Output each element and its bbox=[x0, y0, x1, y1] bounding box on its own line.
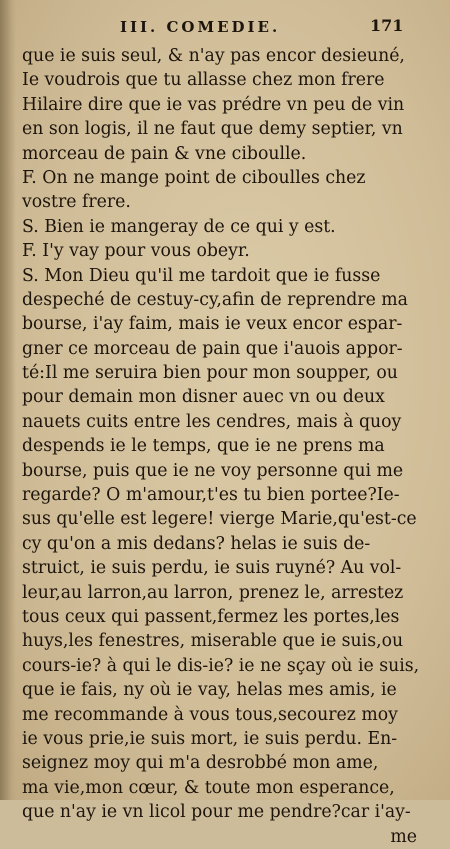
text-line: me recommande à vous tous,secourez moy bbox=[22, 704, 398, 725]
text-line: seignez moy qui m'a desrobbé mon ame, bbox=[22, 753, 379, 774]
text-line: bourse, puis que ie ne voy personne qui me bbox=[22, 460, 404, 481]
text-line: que ie fais, ny où ie vay, helas mes amis, ie bbox=[22, 680, 397, 701]
text-line: struict, ie suis perdu, ie suis ruyné? Au vol- bbox=[22, 558, 402, 579]
text-line: cours-ie? à qui le dis-ie? ie ne sçay où ie suis, bbox=[22, 655, 420, 676]
text-line: tous ceux qui passent,fermez les portes,les bbox=[22, 606, 400, 627]
text-line: morceau de pain & vne ciboulle. bbox=[22, 143, 307, 164]
text-line: Ie voudrois que tu allasse chez mon frere bbox=[22, 70, 385, 91]
page-number: 171 bbox=[370, 16, 404, 35]
text-line: F. I'y vay pour vous obeyr. bbox=[22, 241, 250, 262]
text-line: nauets cuits entre les cendres, mais à quoy bbox=[22, 411, 402, 432]
text-line: en son logis, il ne faut que demy septier, vn bbox=[22, 119, 403, 140]
text-line: pour demain mon disner auec vn ou deux bbox=[22, 387, 385, 408]
text-line: F. On ne mange point de ciboulles chez bbox=[22, 167, 366, 188]
text-line: huys,les fenestres, miserable que ie suis,ou bbox=[22, 631, 404, 652]
text-line: regarde? O m'amour,t'es tu bien portee?Ie- bbox=[22, 485, 400, 506]
text-line: té:Il me seruira bien pour mon soupper, ou bbox=[22, 363, 398, 384]
text-line: despeché de cestuy-cy,afin de reprendre ma bbox=[22, 289, 408, 310]
text-line: que ie suis seul, & n'ay pas encor desieuné, bbox=[22, 46, 405, 66]
text-line: ie vous prie,ie suis mort, ie suis perdu. En- bbox=[22, 728, 398, 749]
text-line: cy qu'on a mis dedans? helas ie suis de- bbox=[22, 533, 371, 554]
running-head: III. COMEDIE. bbox=[120, 18, 281, 36]
text-line: sus qu'elle est legere! vierge Marie,qu'est-ce bbox=[22, 509, 417, 530]
text-line: S. Mon Dieu qu'il me tardoit que ie fusse bbox=[22, 265, 381, 286]
text-line: gner ce morceau de pain que i'auois appor- bbox=[22, 338, 403, 359]
text-block bbox=[22, 44, 427, 849]
catchword: me bbox=[390, 826, 417, 847]
text-line: S. Bien ie mangeray de ce qui y est. bbox=[22, 216, 336, 237]
text-line: bourse, i'ay faim, mais ie veux encor espar- bbox=[22, 314, 403, 335]
page-gutter bbox=[0, 0, 16, 800]
text-line: que n'ay ie vn licol pour me pendre?car i'ay- bbox=[22, 802, 411, 823]
text-line: ma vie,mon cœur, & toute mon esperance, bbox=[22, 777, 395, 798]
text-line: Hilaire dire que ie vas prédre vn peu de vin bbox=[22, 94, 405, 115]
text-line: despends ie le temps, que ie ne prens ma bbox=[22, 436, 385, 457]
text-line: vostre frere. bbox=[22, 192, 131, 213]
text-line: leur,au larron,au larron, prenez le, arrestez bbox=[22, 582, 404, 603]
